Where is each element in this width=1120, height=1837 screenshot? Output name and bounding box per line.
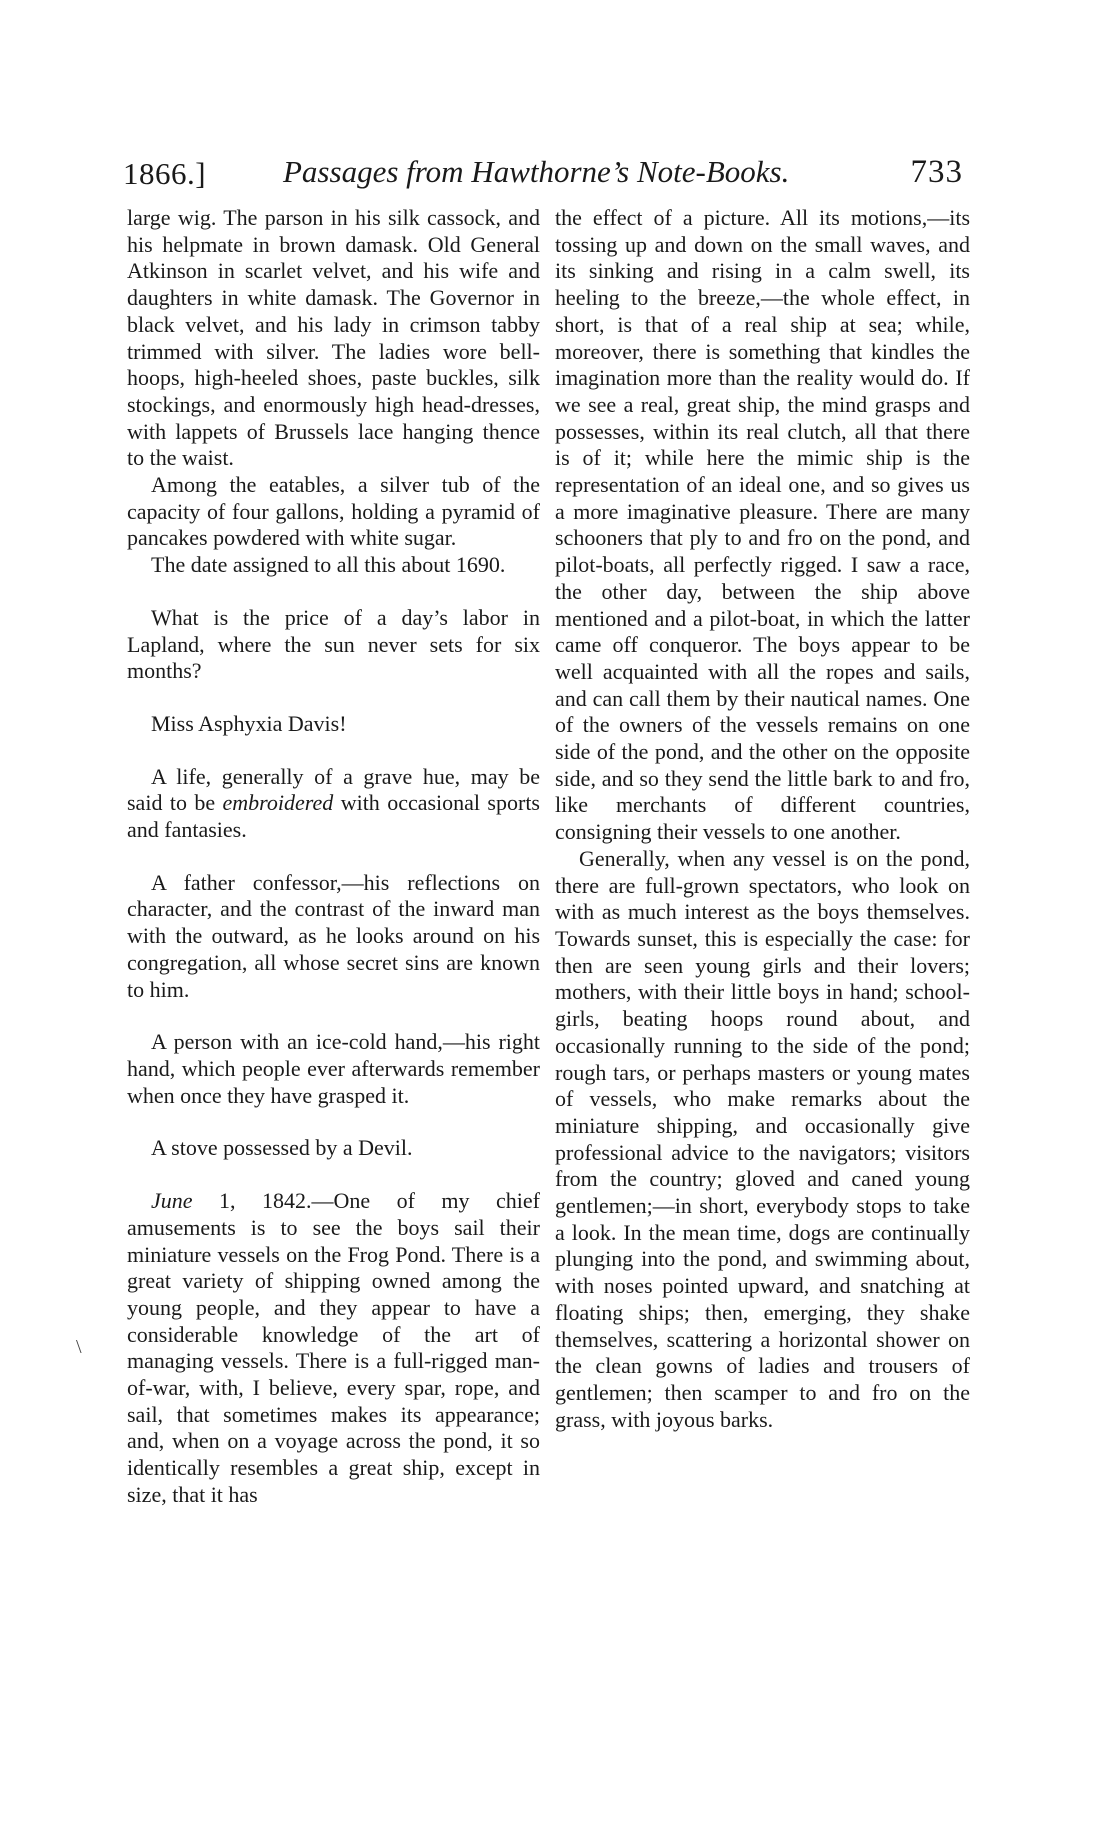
- paragraph-life-embroidered: [127, 764, 540, 844]
- paragraph-asphyxia: Miss Asphyxia Davis!: [151, 710, 347, 736]
- paragraph-eatables: Among the eatables, a silver tub of the capacity of four gallons, holding a pyramid of pancakes powdered with white sugar.: [127, 472, 540, 551]
- page-number: 733: [910, 154, 963, 190]
- page-header: [123, 150, 963, 200]
- paragraph-date: The date assigned to all this about 1690.: [151, 552, 506, 578]
- margin-mark: \: [76, 1336, 82, 1358]
- paragraph-stove: A stove possessed by a Devil.: [151, 1135, 413, 1161]
- paragraph-june-entry: [127, 1188, 540, 1508]
- paragraph-effect-of-picture: the effect of a picture. All its motions,—its tossing up and down on the small waves, and its sinking and rising in a calm swell, its heeling to the breeze,—the whole effect, in short, is that of a real ship at sea; while, moreover, there is something that kindles the imagination more than the reality would do. If we see a real, great ship, the mind grasps and possesses, within its real clutch, all that there is of it; while here the mimic ship is the representation of an ideal one, and so gives us a more imaginative pleasure. There are many schooners that ply to and fro on the pond, and pilot-boats, all perfectly rigged. I saw a race, the other day, between the ship above mentioned and a pilot-boat, in which the latter came off conqueror. The boys appear to be well acquainted with all the ropes and sails, and can call them by their nautical names. One of the owners of the vessels remains on one side of the pond, and the other on the opposite side, and so they send the little bark to and fro, like merchants of different countries, consigning their vessels to one another.: [555, 205, 970, 845]
- text-run: A life, generally of a grave hue, may be said to be: [127, 763, 540, 816]
- paragraph-father-confessor: A father confessor,—his reflections on character, and the contrast of the inward man with the outward, as he looks around on his congregation, all whose secret sins are known to him.: [127, 869, 540, 1002]
- italic-month: June: [151, 1188, 193, 1214]
- running-title: Passages from Hawthorne’s Note-Books.: [283, 154, 790, 189]
- paragraph-ice-cold-hand: A person with an ice-cold hand,—his right hand, which people ever afterwards remember when once they have grasped it.: [127, 1029, 540, 1108]
- paragraph-lapland: What is the price of a day’s labor in Lapland, where the sun never sets for six months?: [127, 604, 540, 684]
- paragraph-wig: large wig. The parson in his silk cassock, and his helpmate in brown damask. Old General Atkinson in scarlet velvet, and his wife and daughters in white damask. The Governor in black velvet, and his lady in crimson tabby trimmed with silver. The ladies wore bell-hoops, high-heeled shoes, paste buckles, silk stockings, and enormously high head-dresses, with lappets of Brussels lace hanging thence to the waist.: [127, 205, 540, 471]
- text-run: with occasional sports and fantasies.: [127, 790, 540, 843]
- left-column: [127, 205, 540, 1509]
- header-year: 1866.]: [123, 156, 207, 191]
- paragraph-spectators: Generally, when any vessel is on the pond, there are full-grown spectators, who look on with as much interest as the boys themselves. Towards sunset, this is especially the case: for then are seen young girls and their lovers; mothers, with their little boys in hand; school-girls, beating hoops round about, and occasionally running to the side of the pond; rough tars, or perhaps masters or young mates of vessels, who make remarks about the miniature shipping, and occasionally give professional advice to the navigators; visitors from the country; gloved and caned young gentlemen;—in short, everybody stops to take a look. In the mean time, dogs are continually plunging into the pond, and swimming about, with noses pointed upward, and snatching at floating ships; then, emerging, they shake themselves, scattering a horizontal shower on the clean gowns of ladies and trousers of gentlemen; then scamper to and fro on the grass, with joyous barks.: [555, 845, 970, 1432]
- italic-word: embroidered: [222, 790, 334, 816]
- right-column: [555, 205, 970, 1433]
- text-run: 1, 1842.—One of my chief amusements is to see the boys sail their miniature vessels on the Frog Pond. There is a great variety of shipping owned among the young people, and they appear to have a considerable knowledge of the art of managing vessels. There is a full-rigged man-of-war, with, I believe, every spar, rope, and sail, that sometimes makes its appearance; and, when on a voyage across the pond, it so identically resembles a great ship, except in size, that it has: [127, 1188, 540, 1507]
